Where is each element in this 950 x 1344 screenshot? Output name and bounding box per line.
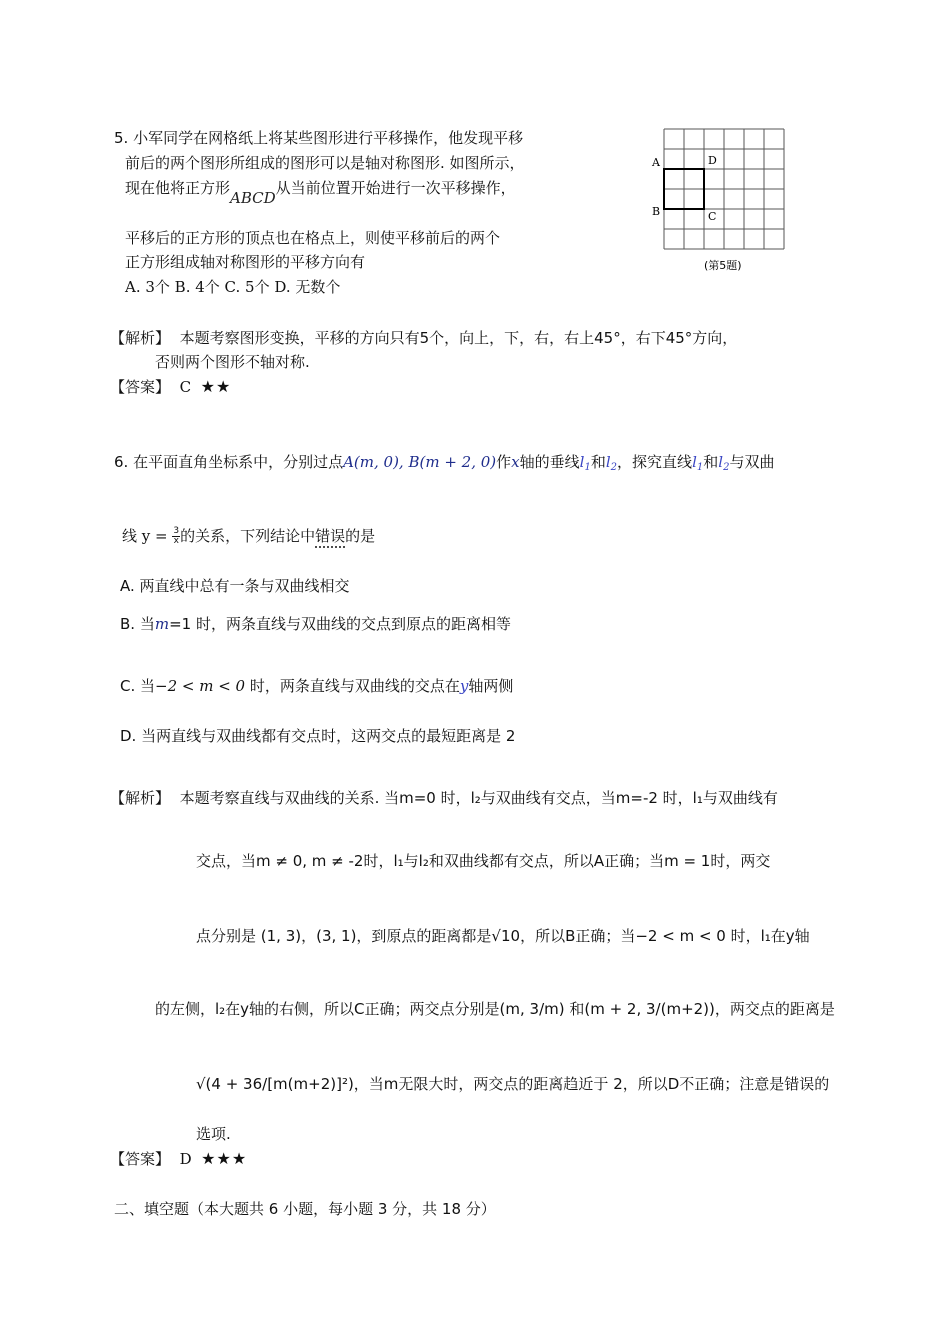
q6-stem-line1: 6. 在平面直角坐标系中，分别过点A(m, 0), B(m + 2, 0)作x轴的垂线$l_1$和$l_2$，探究直线$l_1$和$l_2$与双曲: [114, 453, 775, 473]
q5-answer-value: C: [179, 378, 192, 396]
q5-analysis: [110, 328, 737, 348]
q5-grid-figure: [640, 120, 800, 280]
grid-lines: [664, 129, 784, 249]
q6-l2a: 线: [122, 527, 138, 545]
q6-option-b: [120, 614, 511, 634]
q6-dotted-emphasis: 错误: [315, 527, 346, 545]
q6-points: A(m, 0), B(m + 2, 0): [343, 453, 497, 471]
q6-answer-tag: 【答案】: [110, 1150, 171, 1168]
q6-ob-a: B. 当: [120, 615, 155, 633]
q6-ob-m: m: [154, 615, 170, 633]
q6-eq: y =: [141, 527, 168, 545]
q6-frac-den: x: [173, 536, 179, 546]
q5-analysis-text1: 本题考察图形变换，平移的方向只有5个，向上，下，右，右上45°，右下45°方向，: [179, 329, 738, 347]
q6-x: x: [511, 453, 520, 471]
q5-stars: ★★: [200, 377, 232, 396]
q6-l2c: 的是: [345, 527, 376, 545]
label-b: B: [652, 205, 661, 218]
q5-line3: [125, 178, 516, 207]
q6-l1b: 作: [496, 453, 512, 471]
q5-options: A. 3个 B. 4个 C. 5个 D. 无数个: [125, 278, 341, 296]
q6-frac-num: 3: [173, 526, 180, 536]
q6-oc-y: y: [459, 677, 469, 695]
q6-analysis-line1: [110, 788, 778, 808]
q6-answer-value: D: [179, 1150, 192, 1168]
q6-l1d: ，探究直线: [617, 453, 693, 471]
q6-analysis-tag: 【解析】: [110, 789, 171, 807]
q6-analysis-line3: 点分别是 (1, 3)，(3, 1)，到原点的距离都是√10，所以B正确；当−2 < m < 0 时，l₁在y轴: [196, 927, 810, 945]
q6-analysis-line4: 的左侧，l₂在y轴的右侧，所以C正确；两交点分别是(m, 3/m) 和(m + 2, 3/(m+2))，两交点的距离是: [155, 1000, 835, 1018]
q6-frac: [172, 527, 180, 546]
q6-l2-sub: 2: [610, 462, 618, 473]
q6-stars: ★★★: [201, 1149, 248, 1168]
q6-l1-sub: 1: [584, 462, 591, 473]
label-d: D: [708, 154, 717, 167]
label-c: C: [708, 210, 717, 223]
q6-l2b: 的关系，下列结论中: [180, 527, 316, 545]
q6-l1: l: [579, 453, 585, 471]
q5-line5: 正方形组成轴对称图形的平移方向有: [125, 253, 366, 271]
figure-caption: (第5题): [704, 259, 742, 272]
q6-oc-a: C. 当: [120, 677, 156, 695]
q6-oc-c: 轴两侧: [468, 677, 514, 695]
q5-line3-text2: 从当前位置开始进行一次平移操作，: [275, 179, 516, 197]
q5-analysis-line2: 否则两个图形不轴对称.: [155, 353, 310, 371]
q5-answer: [110, 377, 231, 397]
section-2-heading: 二、填空题（本大题共 6 小题，每小题 3 分，共 18 分）: [114, 1200, 496, 1218]
q6-analysis-line6: 选项.: [196, 1125, 231, 1143]
q5-line2: 前后的两个图形所组成的图形可以是轴对称图形. 如图所示，: [125, 154, 525, 172]
q6-analysis-line2: 交点，当m ≠ 0, m ≠ -2时，l₁与l₂和双曲线都有交点，所以A正确；当m = 1时，两交: [196, 852, 771, 870]
q6-a1: 本题考察直线与双曲线的关系. 当m=0 时，l₂与双曲线有交点，当m=-2 时，l₁与双曲线有: [179, 789, 778, 807]
q6-option-c: [120, 676, 513, 696]
q5-line1: 5. 小军同学在网格纸上将某些图形进行平移操作，他发现平移: [114, 129, 524, 147]
q6-answer: [110, 1149, 247, 1169]
q6-option-d: D. 当两直线与双曲线都有交点时，这两交点的最短距离是 2: [120, 727, 516, 745]
q5-analysis-tag: 【解析】: [110, 329, 171, 347]
label-a: A: [652, 156, 660, 169]
q6-and: 和: [590, 453, 606, 471]
q6-ob-b: =1 时，两条直线与双曲线的交点到原点的距离相等: [169, 615, 511, 633]
q6-l1e: 与双曲: [729, 453, 775, 471]
q6-oc-math: −2 < m < 0: [155, 677, 246, 695]
q6-option-a: A. 两直线中总有一条与双曲线相交: [120, 577, 350, 595]
q6-l2: l: [605, 453, 611, 471]
q6-l1a: 6. 在平面直角坐标系中，分别过点: [114, 453, 344, 471]
q5-line3-text: 现在他将正方形: [125, 179, 231, 197]
q6-stem-line2: [122, 524, 375, 548]
q5-answer-tag: 【答案】: [110, 378, 171, 396]
square-name: ABCD: [230, 189, 276, 207]
q6-l1c: 轴的垂线: [519, 453, 580, 471]
q6-analysis-line5: √(4 + 36/[m(m+2)]²)，当m无限大时，两交点的距离趋近于 2，所以D不正确；注意是错误的: [196, 1075, 830, 1093]
q5-line4: 平移后的正方形的顶点也在格点上，则使平移前后的两个: [125, 229, 501, 247]
q6-oc-b: 时，两条直线与双曲线的交点在: [245, 677, 460, 695]
